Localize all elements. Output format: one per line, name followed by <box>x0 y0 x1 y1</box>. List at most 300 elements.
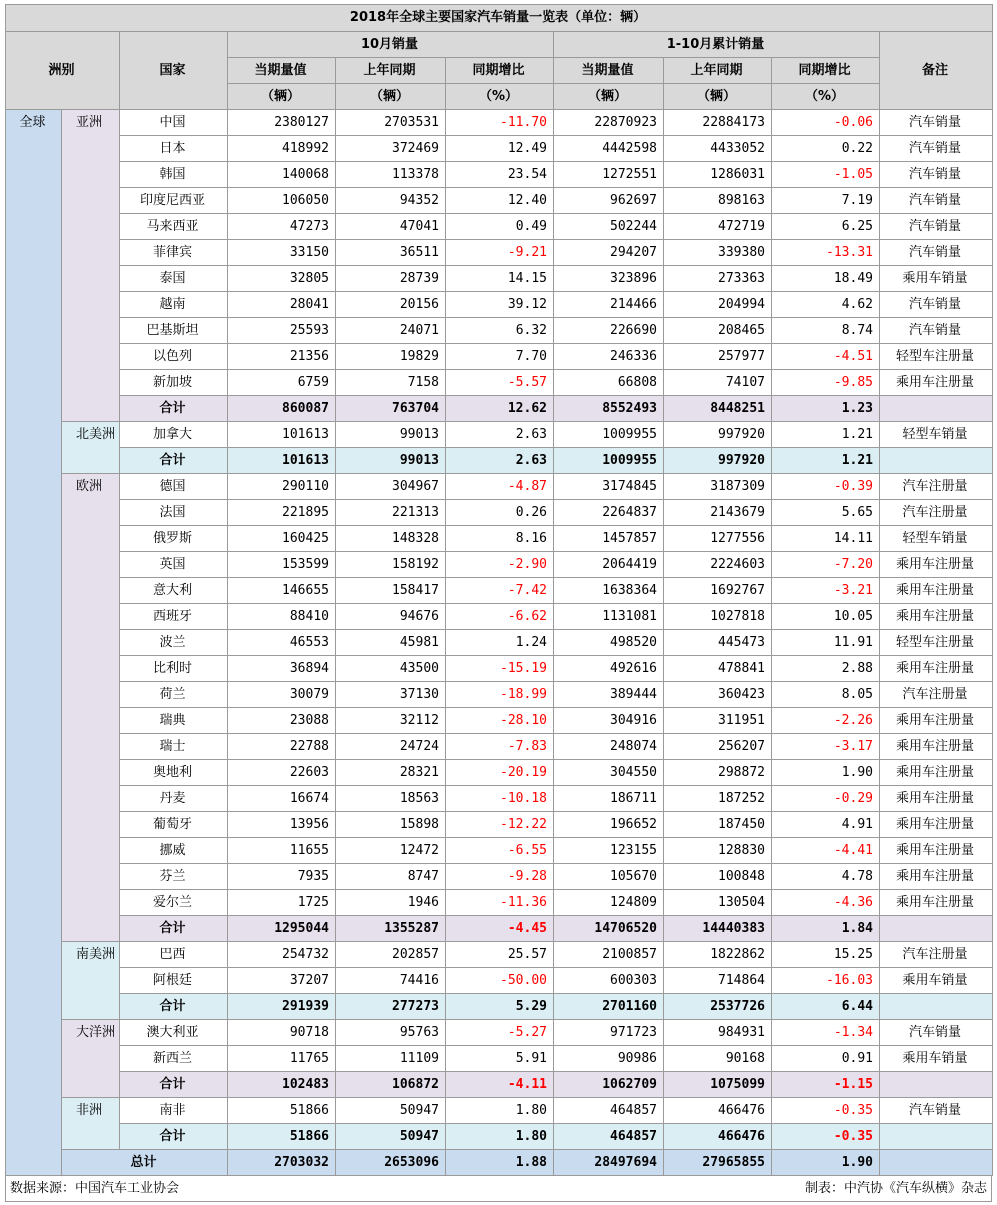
subtotal-c1: 101613 <box>228 448 336 474</box>
value-c1: 88410 <box>228 604 336 630</box>
value-c5: 128830 <box>664 838 772 864</box>
value-c2: 158192 <box>336 552 446 578</box>
value-c4: 124809 <box>554 890 664 916</box>
value-c2: 158417 <box>336 578 446 604</box>
table-row <box>6 266 993 292</box>
value-c3: 12.49 <box>446 136 554 162</box>
table-row <box>6 344 993 370</box>
sales-table <box>5 4 993 1176</box>
subtotal-c3: 12.62 <box>446 396 554 422</box>
subtotal-remark <box>880 916 993 942</box>
value-c1: 46553 <box>228 630 336 656</box>
remark: 乘用车注册量 <box>880 864 993 890</box>
subtotal-c4: 1062709 <box>554 1072 664 1098</box>
value-c4: 1638364 <box>554 578 664 604</box>
value-c5: 204994 <box>664 292 772 318</box>
value-c6: 14.11 <box>772 526 880 552</box>
table-row <box>6 526 993 552</box>
value-c3: -20.19 <box>446 760 554 786</box>
subtotal-c3: -4.45 <box>446 916 554 942</box>
value-c4: 304916 <box>554 708 664 734</box>
value-c5: 898163 <box>664 188 772 214</box>
grand-total-c3: 1.88 <box>446 1150 554 1176</box>
subtotal-c6: 1.23 <box>772 396 880 422</box>
remark: 乘用车注册量 <box>880 890 993 916</box>
value-c2: 24071 <box>336 318 446 344</box>
header-oct-yoy-unit: （%） <box>446 84 554 110</box>
value-c2: 74416 <box>336 968 446 994</box>
remark: 汽车销量 <box>880 188 993 214</box>
subtotal-c1: 860087 <box>228 396 336 422</box>
value-c3: -4.87 <box>446 474 554 500</box>
value-c3: -6.55 <box>446 838 554 864</box>
value-c4: 304550 <box>554 760 664 786</box>
value-c3: -6.62 <box>446 604 554 630</box>
value-c4: 1457857 <box>554 526 664 552</box>
value-c3: 14.15 <box>446 266 554 292</box>
value-c5: 311951 <box>664 708 772 734</box>
header-oct-previous-unit: （辆） <box>336 84 446 110</box>
remark: 乘用车注册量 <box>880 552 993 578</box>
subtotal-c2: 99013 <box>336 448 446 474</box>
table-row <box>6 1020 993 1046</box>
value-c2: 50947 <box>336 1098 446 1124</box>
table-row <box>6 214 993 240</box>
value-c2: 45981 <box>336 630 446 656</box>
value-c6: -2.26 <box>772 708 880 734</box>
value-c2: 113378 <box>336 162 446 188</box>
value-c3: -11.36 <box>446 890 554 916</box>
value-c3: -50.00 <box>446 968 554 994</box>
value-c3: -9.21 <box>446 240 554 266</box>
value-c3: 7.70 <box>446 344 554 370</box>
value-c1: 7935 <box>228 864 336 890</box>
remark: 乘用车注册量 <box>880 786 993 812</box>
value-c4: 2264837 <box>554 500 664 526</box>
value-c1: 6759 <box>228 370 336 396</box>
value-c6: 0.91 <box>772 1046 880 1072</box>
remark: 轻型车注册量 <box>880 630 993 656</box>
remark: 汽车销量 <box>880 292 993 318</box>
country-name: 中国 <box>120 110 228 136</box>
value-c5: 466476 <box>664 1098 772 1124</box>
value-c6: 6.25 <box>772 214 880 240</box>
table-row <box>6 786 993 812</box>
country-name: 阿根廷 <box>120 968 228 994</box>
value-c2: 2703531 <box>336 110 446 136</box>
header-ytd-current-unit: （辆） <box>554 84 664 110</box>
value-c3: -5.57 <box>446 370 554 396</box>
value-c1: 25593 <box>228 318 336 344</box>
table-row <box>6 812 993 838</box>
subtotal-c1: 291939 <box>228 994 336 1020</box>
country-name: 马来西亚 <box>120 214 228 240</box>
value-c5: 257977 <box>664 344 772 370</box>
value-c4: 1272551 <box>554 162 664 188</box>
value-c1: 16674 <box>228 786 336 812</box>
remark: 汽车注册量 <box>880 942 993 968</box>
value-c5: 445473 <box>664 630 772 656</box>
remark: 汽车销量 <box>880 162 993 188</box>
value-c5: 1027818 <box>664 604 772 630</box>
value-c3: 6.32 <box>446 318 554 344</box>
country-name: 瑞典 <box>120 708 228 734</box>
subtotal-c5: 8448251 <box>664 396 772 422</box>
country-name: 挪威 <box>120 838 228 864</box>
subtotal-row <box>6 396 993 422</box>
value-c2: 36511 <box>336 240 446 266</box>
value-c4: 1131081 <box>554 604 664 630</box>
value-c3: 12.40 <box>446 188 554 214</box>
value-c3: 2.63 <box>446 422 554 448</box>
value-c4: 464857 <box>554 1098 664 1124</box>
country-name: 瑞士 <box>120 734 228 760</box>
subtotal-row <box>6 994 993 1020</box>
value-c5: 360423 <box>664 682 772 708</box>
table-row <box>6 240 993 266</box>
country-name: 巴西 <box>120 942 228 968</box>
subtotal-c1: 1295044 <box>228 916 336 942</box>
value-c6: 1.21 <box>772 422 880 448</box>
value-c1: 28041 <box>228 292 336 318</box>
value-c6: 4.62 <box>772 292 880 318</box>
country-name: 新加坡 <box>120 370 228 396</box>
subtotal-c6: 6.44 <box>772 994 880 1020</box>
value-c2: 20156 <box>336 292 446 318</box>
table-row <box>6 968 993 994</box>
continent-label: 北美洲 <box>62 422 120 474</box>
value-c3: 25.57 <box>446 942 554 968</box>
country-name: 意大利 <box>120 578 228 604</box>
table-row <box>6 552 993 578</box>
value-c1: 11765 <box>228 1046 336 1072</box>
value-c3: 1.24 <box>446 630 554 656</box>
subtotal-c5: 466476 <box>664 1124 772 1150</box>
continent-label: 非洲 <box>62 1098 120 1150</box>
country-name: 以色列 <box>120 344 228 370</box>
value-c4: 962697 <box>554 188 664 214</box>
value-c6: 4.91 <box>772 812 880 838</box>
header-oct-current: 当期量值 <box>228 58 336 84</box>
value-c2: 148328 <box>336 526 446 552</box>
value-c5: 90168 <box>664 1046 772 1072</box>
table-row <box>6 422 993 448</box>
grand-total-c2: 2653096 <box>336 1150 446 1176</box>
country-name: 比利时 <box>120 656 228 682</box>
country-name: 法国 <box>120 500 228 526</box>
value-c6: 15.25 <box>772 942 880 968</box>
country-name: 芬兰 <box>120 864 228 890</box>
grand-total-row <box>6 1150 993 1176</box>
subtotal-c3: 2.63 <box>446 448 554 474</box>
subtotal-label: 合计 <box>120 448 228 474</box>
country-name: 奥地利 <box>120 760 228 786</box>
subtotal-remark <box>880 448 993 474</box>
country-name: 西班牙 <box>120 604 228 630</box>
value-c6: 2.88 <box>772 656 880 682</box>
value-c4: 971723 <box>554 1020 664 1046</box>
subtotal-row <box>6 1124 993 1150</box>
value-c4: 294207 <box>554 240 664 266</box>
value-c6: 4.78 <box>772 864 880 890</box>
country-name: 南非 <box>120 1098 228 1124</box>
value-c1: 37207 <box>228 968 336 994</box>
subtotal-c6: -1.15 <box>772 1072 880 1098</box>
subtotal-c4: 1009955 <box>554 448 664 474</box>
value-c6: -0.39 <box>772 474 880 500</box>
subtotal-c6: -0.35 <box>772 1124 880 1150</box>
value-c6: -16.03 <box>772 968 880 994</box>
value-c4: 214466 <box>554 292 664 318</box>
value-c1: 418992 <box>228 136 336 162</box>
subtotal-row <box>6 448 993 474</box>
table-row <box>6 292 993 318</box>
country-name: 波兰 <box>120 630 228 656</box>
value-c4: 389444 <box>554 682 664 708</box>
country-name: 澳大利亚 <box>120 1020 228 1046</box>
value-c1: 33150 <box>228 240 336 266</box>
header-continent: 洲别 <box>6 32 120 110</box>
table-maker: 制表：中汽协《汽车纵横》杂志 <box>804 1181 987 1196</box>
header-ytd-previous-unit: （辆） <box>664 84 772 110</box>
value-c1: 146655 <box>228 578 336 604</box>
table-row <box>6 318 993 344</box>
value-c5: 984931 <box>664 1020 772 1046</box>
header-ytd-yoy: 同期增比 <box>772 58 880 84</box>
table-row <box>6 136 993 162</box>
value-c2: 304967 <box>336 474 446 500</box>
value-c3: 1.80 <box>446 1098 554 1124</box>
continent-label: 欧洲 <box>62 474 120 942</box>
value-c2: 1946 <box>336 890 446 916</box>
value-c5: 1692767 <box>664 578 772 604</box>
remark: 汽车销量 <box>880 240 993 266</box>
header-ytd-current: 当期量值 <box>554 58 664 84</box>
subtotal-c5: 997920 <box>664 448 772 474</box>
value-c4: 196652 <box>554 812 664 838</box>
subtotal-c4: 464857 <box>554 1124 664 1150</box>
value-c6: -13.31 <box>772 240 880 266</box>
value-c4: 226690 <box>554 318 664 344</box>
remark: 乘用车注册量 <box>880 578 993 604</box>
subtotal-c3: 1.80 <box>446 1124 554 1150</box>
value-c6: 0.22 <box>772 136 880 162</box>
value-c4: 2100857 <box>554 942 664 968</box>
grand-total-label: 总计 <box>62 1150 228 1176</box>
value-c4: 22870923 <box>554 110 664 136</box>
remark: 汽车销量 <box>880 110 993 136</box>
remark: 汽车注册量 <box>880 500 993 526</box>
value-c6: -1.34 <box>772 1020 880 1046</box>
header-ytd-previous: 上年同期 <box>664 58 772 84</box>
value-c3: 8.16 <box>446 526 554 552</box>
value-c3: -12.22 <box>446 812 554 838</box>
value-c5: 997920 <box>664 422 772 448</box>
remark: 乘用车注册量 <box>880 760 993 786</box>
country-name: 印度尼西亚 <box>120 188 228 214</box>
value-c3: -15.19 <box>446 656 554 682</box>
continent-world: 全球 <box>6 110 62 1176</box>
remark: 乘用车注册量 <box>880 838 993 864</box>
table-row <box>6 942 993 968</box>
value-c6: 8.05 <box>772 682 880 708</box>
value-c5: 1286031 <box>664 162 772 188</box>
remark: 汽车注册量 <box>880 682 993 708</box>
table-row <box>6 864 993 890</box>
remark: 乘用车注册量 <box>880 734 993 760</box>
value-c4: 492616 <box>554 656 664 682</box>
remark: 乘用车销量 <box>880 968 993 994</box>
header-oct-yoy: 同期增比 <box>446 58 554 84</box>
country-name: 爱尔兰 <box>120 890 228 916</box>
value-c5: 298872 <box>664 760 772 786</box>
header-ytd-yoy-unit: （%） <box>772 84 880 110</box>
value-c5: 208465 <box>664 318 772 344</box>
value-c4: 323896 <box>554 266 664 292</box>
value-c2: 32112 <box>336 708 446 734</box>
value-c3: -5.27 <box>446 1020 554 1046</box>
value-c3: 23.54 <box>446 162 554 188</box>
remark: 轻型车销量 <box>880 422 993 448</box>
subtotal-c5: 14440383 <box>664 916 772 942</box>
value-c5: 187252 <box>664 786 772 812</box>
value-c4: 248074 <box>554 734 664 760</box>
country-name: 俄罗斯 <box>120 526 228 552</box>
grand-total-c5: 27965855 <box>664 1150 772 1176</box>
remark: 汽车销量 <box>880 214 993 240</box>
header-country: 国家 <box>120 32 228 110</box>
value-c4: 90986 <box>554 1046 664 1072</box>
value-c1: 140068 <box>228 162 336 188</box>
subtotal-c1: 51866 <box>228 1124 336 1150</box>
value-c2: 99013 <box>336 422 446 448</box>
header-ytd-group: 1-10月累计销量 <box>554 32 880 58</box>
subtotal-c5: 2537726 <box>664 994 772 1020</box>
header-oct-previous: 上年同期 <box>336 58 446 84</box>
value-c5: 472719 <box>664 214 772 240</box>
remark: 汽车注册量 <box>880 474 993 500</box>
value-c1: 11655 <box>228 838 336 864</box>
remark: 乘用车销量 <box>880 266 993 292</box>
value-c2: 94676 <box>336 604 446 630</box>
value-c5: 2143679 <box>664 500 772 526</box>
value-c6: 18.49 <box>772 266 880 292</box>
value-c4: 66808 <box>554 370 664 396</box>
sales-table-container <box>5 4 992 1176</box>
remark: 轻型车注册量 <box>880 344 993 370</box>
value-c2: 7158 <box>336 370 446 396</box>
value-c1: 22603 <box>228 760 336 786</box>
value-c4: 600303 <box>554 968 664 994</box>
value-c4: 1009955 <box>554 422 664 448</box>
value-c3: -28.10 <box>446 708 554 734</box>
data-source: 数据来源：中国汽车工业协会 <box>10 1181 180 1196</box>
value-c1: 290110 <box>228 474 336 500</box>
table-row <box>6 890 993 916</box>
value-c2: 47041 <box>336 214 446 240</box>
remark: 乘用车注册量 <box>880 708 993 734</box>
value-c6: 10.05 <box>772 604 880 630</box>
value-c1: 90718 <box>228 1020 336 1046</box>
subtotal-c6: 1.21 <box>772 448 880 474</box>
table-row <box>6 838 993 864</box>
value-c1: 153599 <box>228 552 336 578</box>
value-c1: 1725 <box>228 890 336 916</box>
table-row <box>6 500 993 526</box>
value-c1: 106050 <box>228 188 336 214</box>
table-row <box>6 1098 993 1124</box>
value-c3: -9.28 <box>446 864 554 890</box>
value-c6: 1.90 <box>772 760 880 786</box>
subtotal-c3: -4.11 <box>446 1072 554 1098</box>
value-c1: 30079 <box>228 682 336 708</box>
subtotal-remark <box>880 994 993 1020</box>
value-c1: 254732 <box>228 942 336 968</box>
remark: 汽车销量 <box>880 136 993 162</box>
table-row <box>6 760 993 786</box>
value-c6: -0.35 <box>772 1098 880 1124</box>
value-c1: 47273 <box>228 214 336 240</box>
value-c6: -0.29 <box>772 786 880 812</box>
value-c5: 3187309 <box>664 474 772 500</box>
value-c6: -4.36 <box>772 890 880 916</box>
value-c1: 13956 <box>228 812 336 838</box>
subtotal-label: 合计 <box>120 1072 228 1098</box>
grand-total-c4: 28497694 <box>554 1150 664 1176</box>
continent-label: 亚洲 <box>62 110 120 422</box>
subtotal-remark <box>880 1124 993 1150</box>
value-c1: 221895 <box>228 500 336 526</box>
table-row <box>6 656 993 682</box>
remark: 汽车销量 <box>880 318 993 344</box>
value-c5: 22884173 <box>664 110 772 136</box>
country-name: 日本 <box>120 136 228 162</box>
remark: 乘用车注册量 <box>880 604 993 630</box>
value-c2: 18563 <box>336 786 446 812</box>
value-c6: -3.21 <box>772 578 880 604</box>
value-c3: -18.99 <box>446 682 554 708</box>
value-c6: 5.65 <box>772 500 880 526</box>
value-c1: 22788 <box>228 734 336 760</box>
table-row <box>6 708 993 734</box>
value-c6: -1.05 <box>772 162 880 188</box>
value-c2: 15898 <box>336 812 446 838</box>
remark: 乘用车注册量 <box>880 812 993 838</box>
value-c5: 273363 <box>664 266 772 292</box>
table-row <box>6 188 993 214</box>
country-name: 丹麦 <box>120 786 228 812</box>
value-c5: 1822862 <box>664 942 772 968</box>
subtotal-row <box>6 1072 993 1098</box>
subtotal-c4: 8552493 <box>554 396 664 422</box>
value-c6: -0.06 <box>772 110 880 136</box>
value-c2: 202857 <box>336 942 446 968</box>
value-c4: 123155 <box>554 838 664 864</box>
subtotal-c2: 277273 <box>336 994 446 1020</box>
value-c3: -7.83 <box>446 734 554 760</box>
country-name: 英国 <box>120 552 228 578</box>
value-c6: -7.20 <box>772 552 880 578</box>
country-name: 巴基斯坦 <box>120 318 228 344</box>
value-c2: 12472 <box>336 838 446 864</box>
value-c2: 37130 <box>336 682 446 708</box>
value-c4: 4442598 <box>554 136 664 162</box>
value-c5: 256207 <box>664 734 772 760</box>
value-c5: 100848 <box>664 864 772 890</box>
value-c6: -9.85 <box>772 370 880 396</box>
subtotal-c2: 106872 <box>336 1072 446 1098</box>
remark: 汽车销量 <box>880 1020 993 1046</box>
